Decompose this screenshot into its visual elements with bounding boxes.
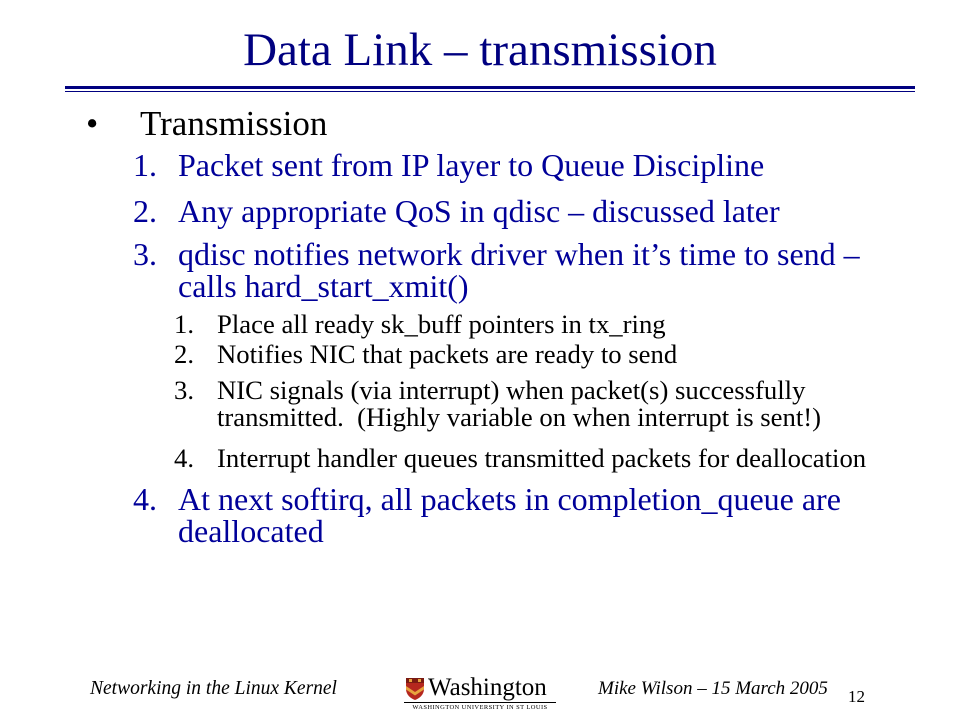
substep-number: 1. — [174, 309, 195, 339]
step-text — [178, 238, 860, 302]
step-text — [178, 149, 764, 181]
step-text-line: At next softirq, all packets in completion_queue are — [178, 481, 841, 517]
bullet-text: Transmission — [140, 104, 328, 143]
footer-author-date: Mike Wilson – 15 March 2005 — [598, 678, 828, 699]
substep-text-line: transmitted. (Highly variable on when interrupt is sent!) — [217, 402, 822, 432]
logo-divider — [404, 702, 556, 703]
step-number: 2. — [133, 193, 157, 229]
step-text-line: qdisc notifies network driver when it’s time to send – — [178, 236, 860, 272]
step-text-line: calls hard_start_xmit() — [178, 268, 469, 304]
substep-number: 3. — [174, 375, 195, 405]
substep-number: 4. — [174, 443, 195, 473]
substep-text — [217, 377, 821, 431]
substep-text — [217, 445, 866, 472]
footer-course-title: Networking in the Linux Kernel — [90, 678, 337, 699]
substep-text — [217, 341, 677, 368]
logo-wordmark: Washington — [428, 674, 547, 701]
step-text — [178, 483, 841, 547]
university-shield-icon — [405, 677, 425, 701]
university-logo — [404, 675, 556, 713]
step-text-line: Any appropriate QoS in qdisc – discussed later — [178, 193, 780, 229]
logo-subtitle: WASHINGTON UNIVERSITY IN ST LOUIS — [412, 704, 548, 711]
page-number: 12 — [848, 687, 865, 706]
slide-title: Data Link – transmission — [243, 24, 717, 76]
step-text-line: Packet sent from IP layer to Queue Discipline — [178, 147, 765, 183]
step-number: 3. — [133, 236, 157, 272]
substep-number: 2. — [174, 339, 195, 369]
title-rule-thick — [65, 86, 915, 89]
step-number: 4. — [133, 481, 157, 517]
step-text-line: deallocated — [178, 513, 324, 549]
substep-text-line: Interrupt handler queues transmitted packets for deallocation — [217, 443, 867, 473]
substep-text-line: NIC signals (via interrupt) when packet(s) successfully — [217, 375, 806, 405]
substep-text — [217, 311, 666, 338]
bullet-marker: • — [86, 104, 99, 143]
substep-text-line: Notifies NIC that packets are ready to send — [217, 339, 678, 369]
substep-text-line: Place all ready sk_buff pointers in tx_ring — [217, 309, 666, 339]
step-text — [178, 195, 780, 227]
step-number: 1. — [133, 147, 157, 183]
title-rule-thin — [65, 91, 915, 92]
